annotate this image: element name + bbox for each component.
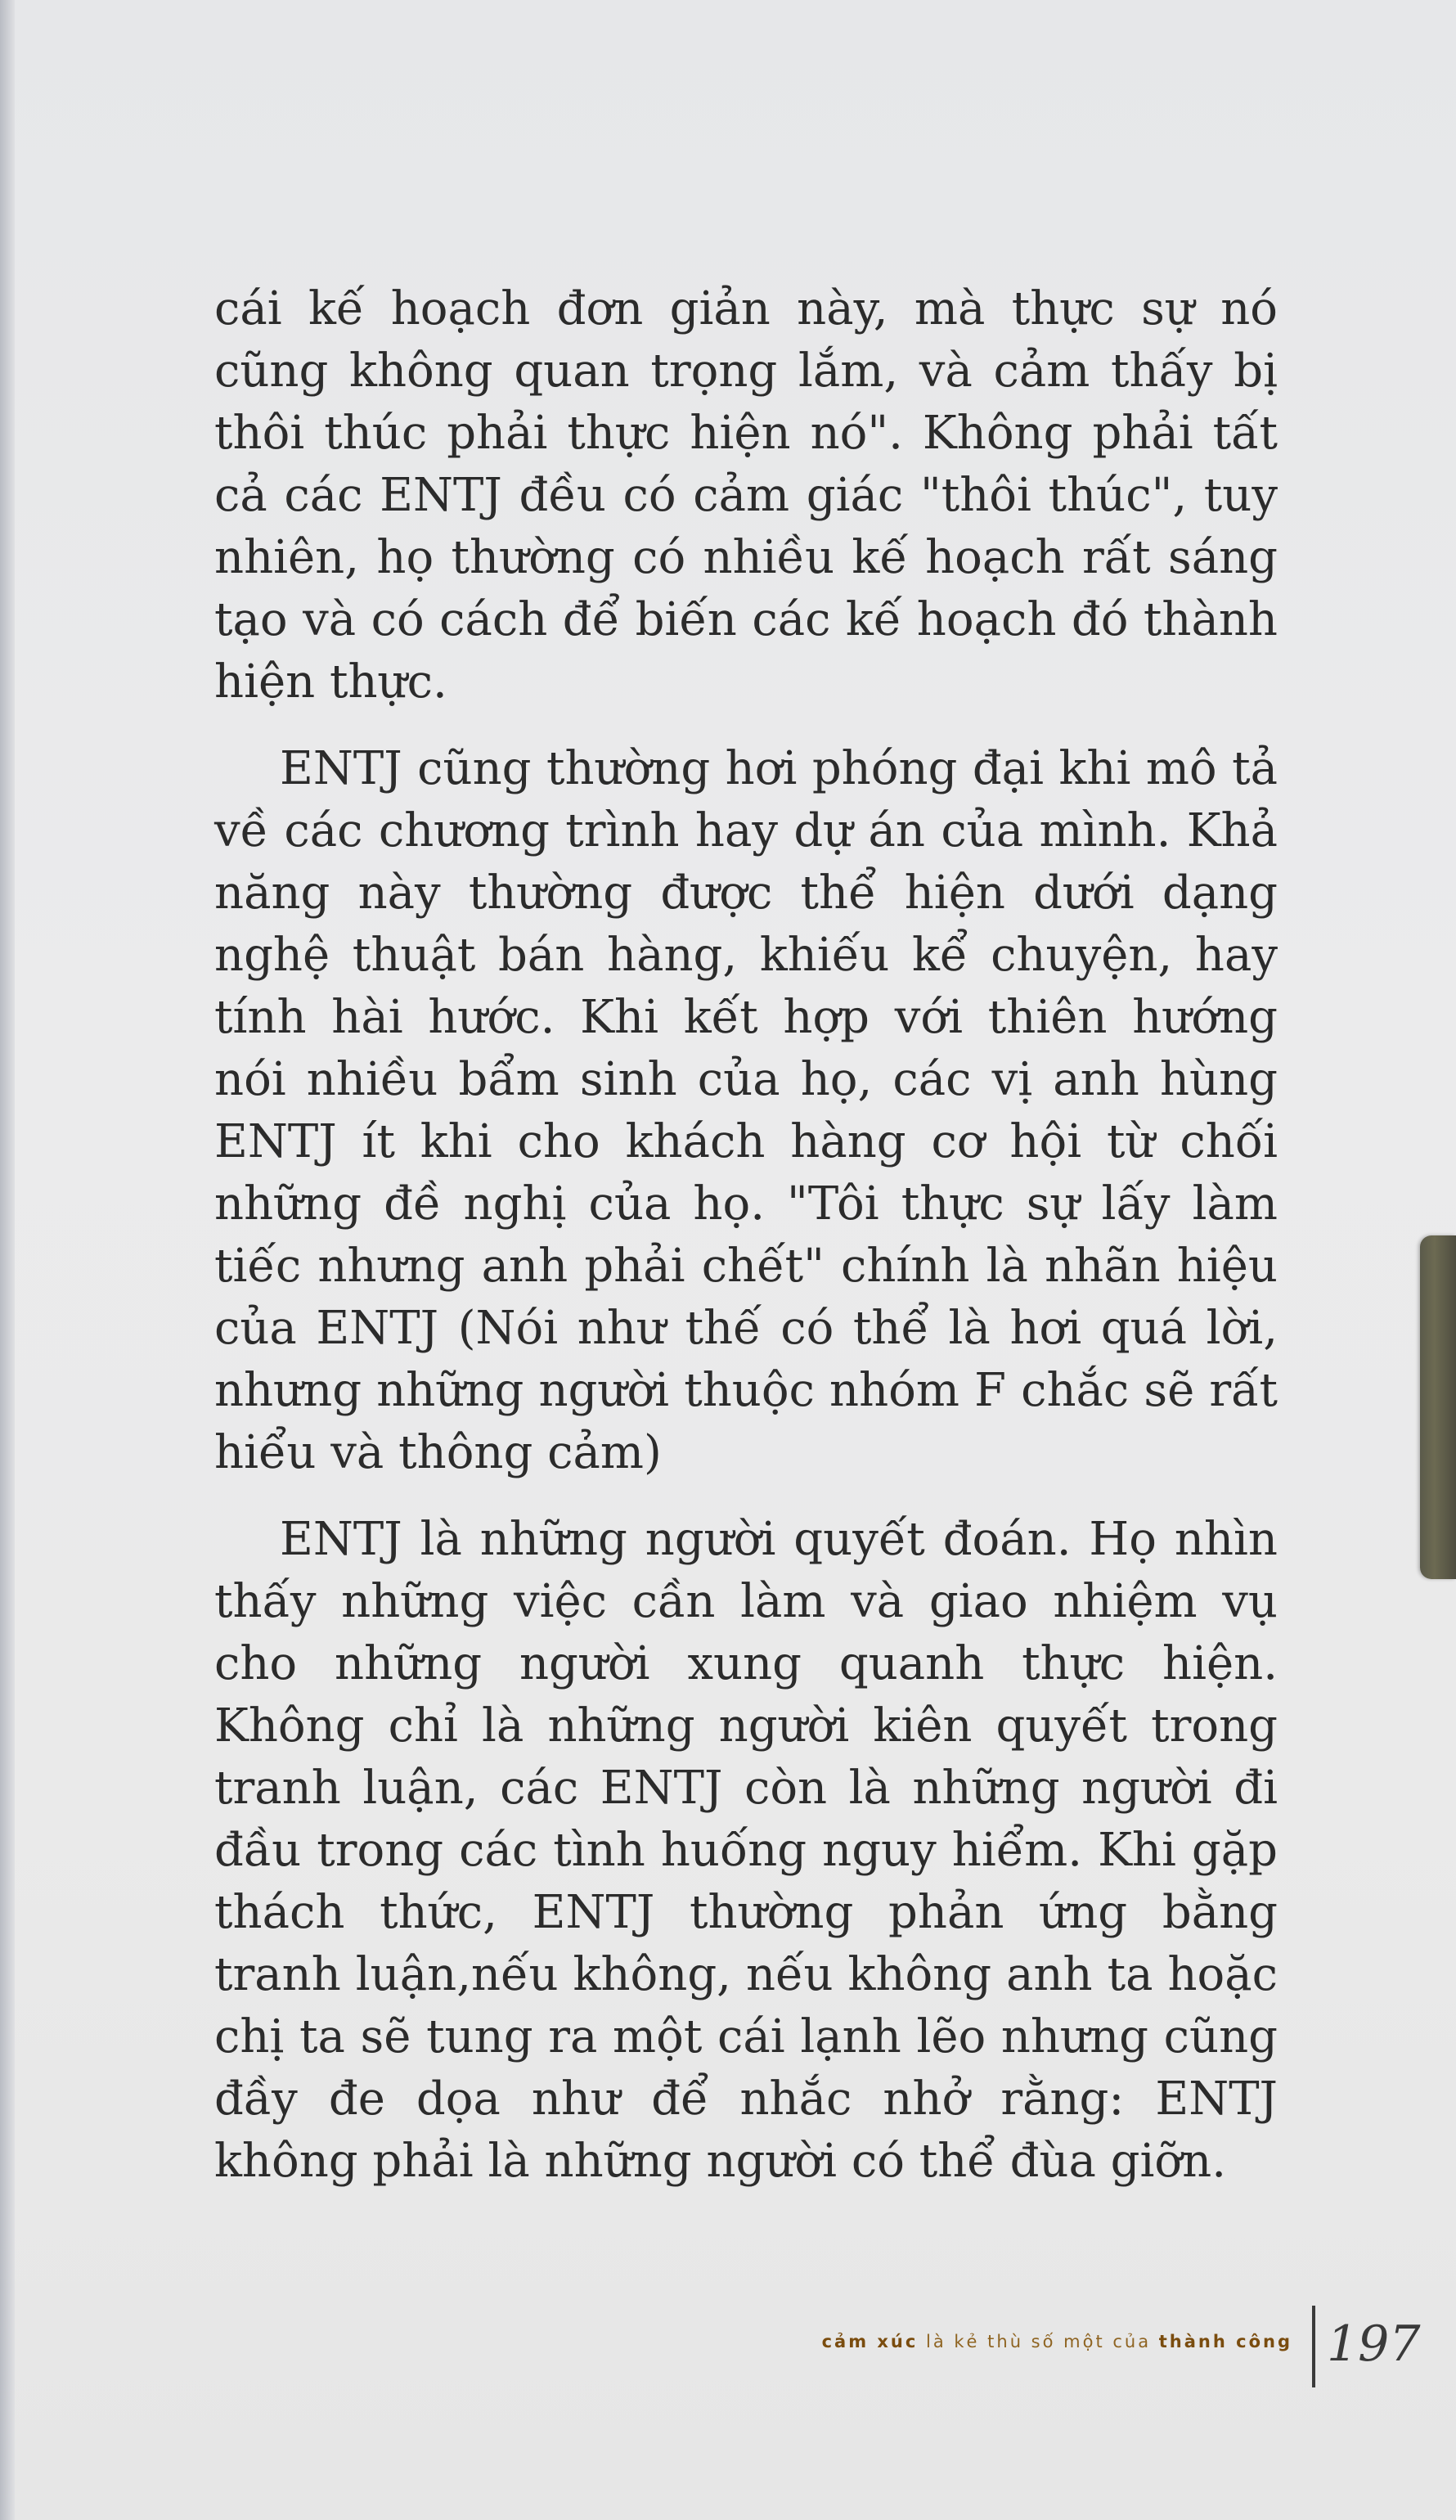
paragraph-2: ENTJ cũng thường hơi phóng đại khi mô tả về các chương trình hay dự án của mình. Khả năng này thường được thể hiện dưới dạng nghệ thuật bán hàng, khiếu kể chuyện, hay tính hài hước. Khi kết hợp với thiên hướng nói nhiều bẩm sinh của họ, các vị anh hùng ENTJ ít khi cho khách hàng cơ hội từ chối những đề nghị của họ. "Tôi thực sự lấy làm tiếc nhưng anh phải chết" chính là nhãn hiệu của ENTJ (Nói như thế có thể là hơi quá lời, nhưng những người thuộc nhóm F chắc sẽ rất hiểu và thông cảm) (214, 742, 1278, 1479)
running-title-part-1: cảm xúc (821, 2332, 919, 2351)
running-title-part-2: là kẻ thù số một của (918, 2332, 1159, 2351)
paragraph-3: ENTJ là những người quyết đoán. Họ nhìn thấy những việc cần làm và giao nhiệm vụ cho những người xung quanh thực hiện. Không chỉ là những người kiên quyết trong tranh luận, các ENTJ còn là những người đi đầu trong các tình huống nguy hiểm. Khi gặp thách thức, ENTJ thường phản ứng bằng tranh luận,nếu không, nếu không anh ta hoặc chị ta sẽ tung ra một cái lạnh lẽo nhưng cũng đầy đe dọa như để nhắc nhở rằng: ENTJ không phải là những người có thể đùa giỡn. (214, 1513, 1278, 2188)
page-number: 197 (1327, 2315, 1421, 2373)
page-binding-edge (0, 0, 15, 2520)
footer-divider (1312, 2306, 1315, 2387)
running-title-part-3: thành công (1158, 2332, 1292, 2351)
paragraph-1: cái kế hoạch đơn giản này, mà thực sự nó cũng không quan trọng lắm, và cảm thấy bị thôi thúc phải thực hiện nó". Không phải tất cả các ENTJ đều có cảm giác "thôi thúc", tuy nhiên, họ thường có nhiều kế hoạch rất sáng tạo và có cách để biến các kế hoạch đó thành hiện thực. (214, 282, 1278, 709)
bookmark-tab (1420, 1235, 1456, 1579)
page-footer (0, 2306, 1456, 2396)
body-text (214, 278, 1278, 2217)
running-title (822, 2332, 1292, 2351)
